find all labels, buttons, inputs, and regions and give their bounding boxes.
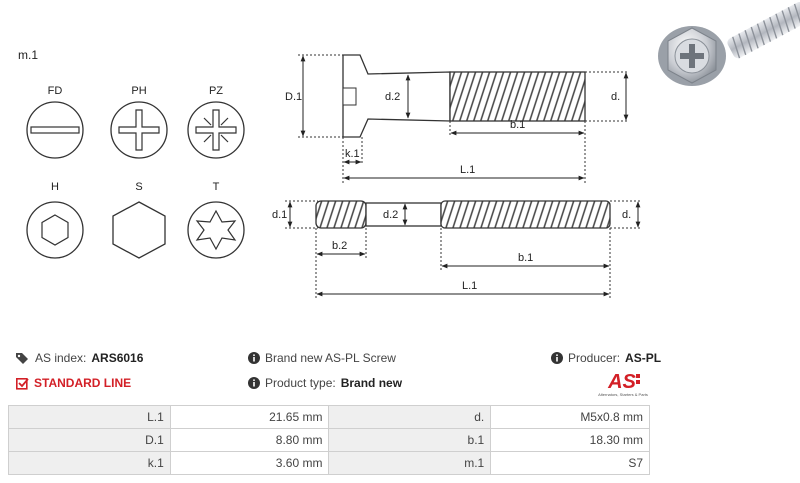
info-icon [248, 352, 260, 364]
dim-L1-label: L.1 [460, 164, 476, 176]
table-row [9, 429, 650, 452]
dim-stud-d2-label: d.2 [383, 209, 399, 221]
product-type-row [248, 376, 402, 390]
producer-value: AS-PL [625, 351, 662, 365]
spec-label: b.1 [329, 429, 491, 452]
spec-label: m.1 [329, 452, 491, 475]
dim-b2-label: b.2 [332, 240, 348, 252]
dim-k1-label: k.1 [345, 148, 360, 160]
dim-d2-label: d.2 [385, 91, 401, 103]
spec-label: D.1 [9, 429, 171, 452]
hex-socket-drive-icon [27, 202, 83, 258]
as-index-row [16, 351, 143, 365]
spec-value: 8.80 mm [170, 429, 329, 452]
dim-stud-L1-label: L.1 [462, 280, 478, 292]
dim-d-label: d. [611, 91, 621, 103]
standard-line-row [16, 376, 131, 390]
product-type-label: Product type: [265, 376, 336, 390]
drive-code-ph: PH [131, 85, 147, 97]
spec-value: S7 [491, 452, 650, 475]
spec-value: 21.65 mm [170, 406, 329, 429]
pozidriv-drive-icon [188, 102, 244, 158]
spec-label: k.1 [9, 452, 171, 475]
dim-b1-label: b.1 [510, 119, 526, 131]
table-row [9, 452, 650, 475]
drive-code-pz: PZ [208, 85, 224, 97]
as-index-label: AS index: [35, 351, 87, 365]
drive-code-h: H [51, 181, 59, 193]
stud-screw-drawing [272, 201, 640, 298]
description-row [248, 351, 396, 365]
info-icon [248, 377, 260, 389]
dim-D1-label: D.1 [285, 91, 303, 103]
spec-label: d. [329, 406, 491, 429]
dim-stud-d1-label: d.1 [272, 209, 288, 221]
spec-table [8, 405, 650, 475]
info-icon [551, 352, 563, 364]
spec-value: 3.60 mm [170, 452, 329, 475]
dim-stud-b1-label: b.1 [518, 252, 534, 264]
slotted-drive-icon [27, 102, 83, 158]
producer-row [551, 351, 661, 365]
product-type-value: Brand new [340, 376, 403, 390]
hex-head-drive-icon [113, 202, 165, 258]
product-description: Brand new AS-PL Screw [265, 351, 396, 365]
drive-code-s: S [135, 181, 143, 193]
logo-text: AS [608, 371, 636, 393]
standard-line-label: STANDARD LINE [34, 376, 132, 390]
drive-code-t: T [212, 181, 220, 193]
drive-code-fd: FD [47, 85, 63, 97]
tag-icon [16, 352, 30, 364]
producer-label: Producer: [568, 351, 621, 365]
phillips-drive-icon [111, 102, 167, 158]
countersunk-screw-drawing [285, 55, 628, 183]
spec-value: M5x0.8 mm [491, 406, 650, 429]
spec-label: L.1 [9, 406, 171, 429]
as-index-value: ARS6016 [91, 351, 144, 365]
torx-drive-icon [188, 202, 244, 258]
dim-stud-d-label: d. [622, 209, 632, 221]
logo-tagline: Alternators, Starters & Parts [598, 392, 648, 397]
product-photo [658, 0, 800, 86]
as-pl-logo [592, 368, 654, 398]
spec-value: 18.30 mm [491, 429, 650, 452]
drive-legend-label: m.1 [18, 48, 39, 62]
table-row [9, 406, 650, 429]
checkbox-icon [16, 377, 29, 390]
